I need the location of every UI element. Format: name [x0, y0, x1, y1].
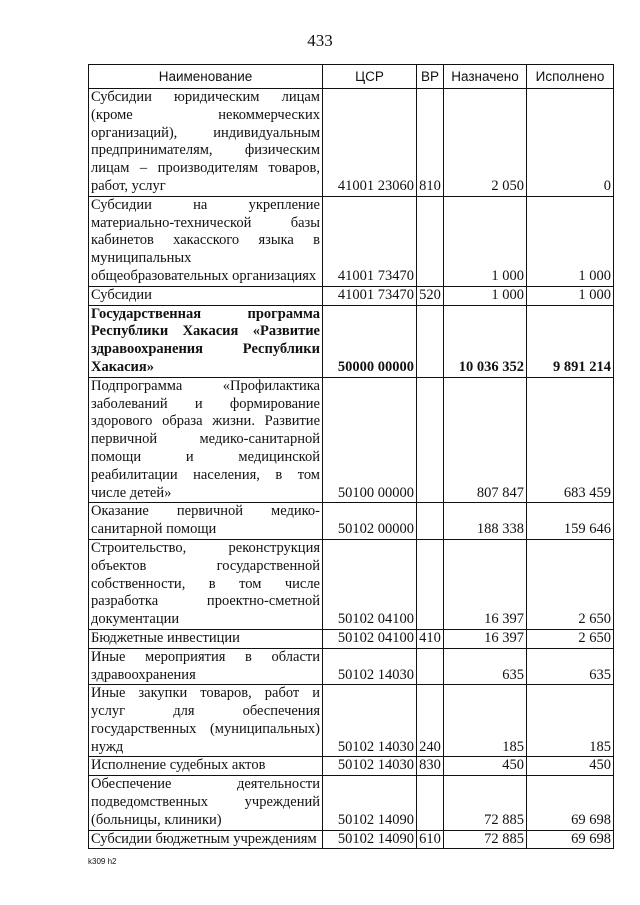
table-row: [89, 830, 614, 849]
row-executed-cell: 69 698: [527, 830, 614, 849]
row-name-cell: Иные мероприятия в области здравоохранения: [89, 648, 323, 685]
row-executed-cell: 635: [527, 648, 614, 685]
row-vr-cell: [417, 539, 444, 629]
row-name-cell: Государственная программа Республики Хакасия «Развитие здравоохранения Республики Хакасия»: [89, 305, 323, 377]
row-csr-cell: 50102 14030: [323, 685, 417, 757]
row-planned-cell: 16 397: [444, 539, 527, 629]
row-name-cell: Субсидии бюджетным учреждениям: [89, 830, 323, 849]
row-planned-cell: 185: [444, 685, 527, 757]
table-row: [89, 685, 614, 757]
table-row: [89, 776, 614, 830]
table-row: [89, 539, 614, 629]
row-executed-cell: 185: [527, 685, 614, 757]
row-vr-cell: 830: [417, 757, 444, 776]
header-planned: Назначено: [444, 65, 527, 89]
header-name: Наименование: [89, 65, 323, 89]
row-executed-cell: 0: [527, 89, 614, 197]
row-planned-cell: 1 000: [444, 286, 527, 305]
row-name-cell: Субсидии на укрепление материально-технической базы кабинетов хакасского языка в муниципальных общеобразовательных организациях: [89, 196, 323, 286]
page-number: 433: [307, 31, 333, 50]
row-name-cell: Строительство, реконструкция объектов государственной собственности, в том числе разработка проектно-сметной документации: [89, 539, 323, 629]
row-vr-cell: [417, 377, 444, 503]
row-name-cell: Иные закупки товаров, работ и услуг для обеспечения государственных (муниципальных) нужд: [89, 685, 323, 757]
row-csr-cell: 50100 00000: [323, 377, 417, 503]
row-executed-cell: 2 650: [527, 629, 614, 648]
row-name-cell: Субсидии юридическим лицам (кроме некоммерческих организаций), индивидуальным предпринимателям, физическим лицам – производителям товаров, работ, услуг: [89, 89, 323, 197]
table-header-row: [89, 65, 614, 89]
row-planned-cell: 1 000: [444, 196, 527, 286]
row-planned-cell: 450: [444, 757, 527, 776]
row-csr-cell: 50102 14030: [323, 648, 417, 685]
table-row: [89, 503, 614, 540]
row-vr-cell: [417, 196, 444, 286]
row-csr-cell: 50102 04100: [323, 539, 417, 629]
header-csr: ЦСР: [323, 65, 417, 89]
row-name-cell: Исполнение судебных актов: [89, 757, 323, 776]
row-planned-cell: 72 885: [444, 776, 527, 830]
row-name-cell: Подпрограмма «Профилактика заболеваний и формирование здорового образа жизни. Развитие первичной медико-санитарной помощи и медицинской реабилитации населения, в том числе детей»: [89, 377, 323, 503]
row-vr-cell: [417, 305, 444, 377]
row-name-cell: Субсидии: [89, 286, 323, 305]
row-planned-cell: 72 885: [444, 830, 527, 849]
row-vr-cell: 810: [417, 89, 444, 197]
row-executed-cell: 683 459: [527, 377, 614, 503]
header-vr: ВР: [417, 65, 444, 89]
row-executed-cell: 69 698: [527, 776, 614, 830]
row-name-cell: Оказание первичной медико-санитарной помощи: [89, 503, 323, 540]
header-executed: Исполнено: [527, 65, 614, 89]
row-executed-cell: 159 646: [527, 503, 614, 540]
row-vr-cell: [417, 776, 444, 830]
row-name-cell: Бюджетные инвестиции: [89, 629, 323, 648]
row-executed-cell: 2 650: [527, 539, 614, 629]
row-csr-cell: 50102 14030: [323, 757, 417, 776]
table-row: [89, 196, 614, 286]
row-planned-cell: 635: [444, 648, 527, 685]
table-row: [89, 757, 614, 776]
row-planned-cell: 807 847: [444, 377, 527, 503]
table-row: [89, 629, 614, 648]
table-row: [89, 286, 614, 305]
row-planned-cell: 188 338: [444, 503, 527, 540]
row-csr-cell: 50102 14090: [323, 830, 417, 849]
row-executed-cell: 1 000: [527, 196, 614, 286]
row-csr-cell: 41001 73470: [323, 196, 417, 286]
row-vr-cell: 410: [417, 629, 444, 648]
table-row: [89, 377, 614, 503]
table-row: [89, 648, 614, 685]
row-planned-cell: 10 036 352: [444, 305, 527, 377]
table-body: [89, 89, 614, 849]
row-vr-cell: [417, 648, 444, 685]
row-csr-cell: 50000 00000: [323, 305, 417, 377]
table-row: [89, 305, 614, 377]
budget-table: [88, 64, 614, 849]
row-executed-cell: 450: [527, 757, 614, 776]
row-vr-cell: 240: [417, 685, 444, 757]
row-csr-cell: 41001 23060: [323, 89, 417, 197]
row-vr-cell: 520: [417, 286, 444, 305]
row-executed-cell: 1 000: [527, 286, 614, 305]
row-planned-cell: 2 050: [444, 89, 527, 197]
row-name-cell: Обеспечение деятельности подведомственных учреждений (больницы, клиники): [89, 776, 323, 830]
row-csr-cell: 50102 04100: [323, 629, 417, 648]
row-csr-cell: 50102 00000: [323, 503, 417, 540]
row-csr-cell: 41001 73470: [323, 286, 417, 305]
row-planned-cell: 16 397: [444, 629, 527, 648]
table-row: [89, 89, 614, 197]
row-csr-cell: 50102 14090: [323, 776, 417, 830]
row-vr-cell: [417, 503, 444, 540]
row-executed-cell: 9 891 214: [527, 305, 614, 377]
row-vr-cell: 610: [417, 830, 444, 849]
footer-code: k309 h2: [88, 857, 117, 866]
